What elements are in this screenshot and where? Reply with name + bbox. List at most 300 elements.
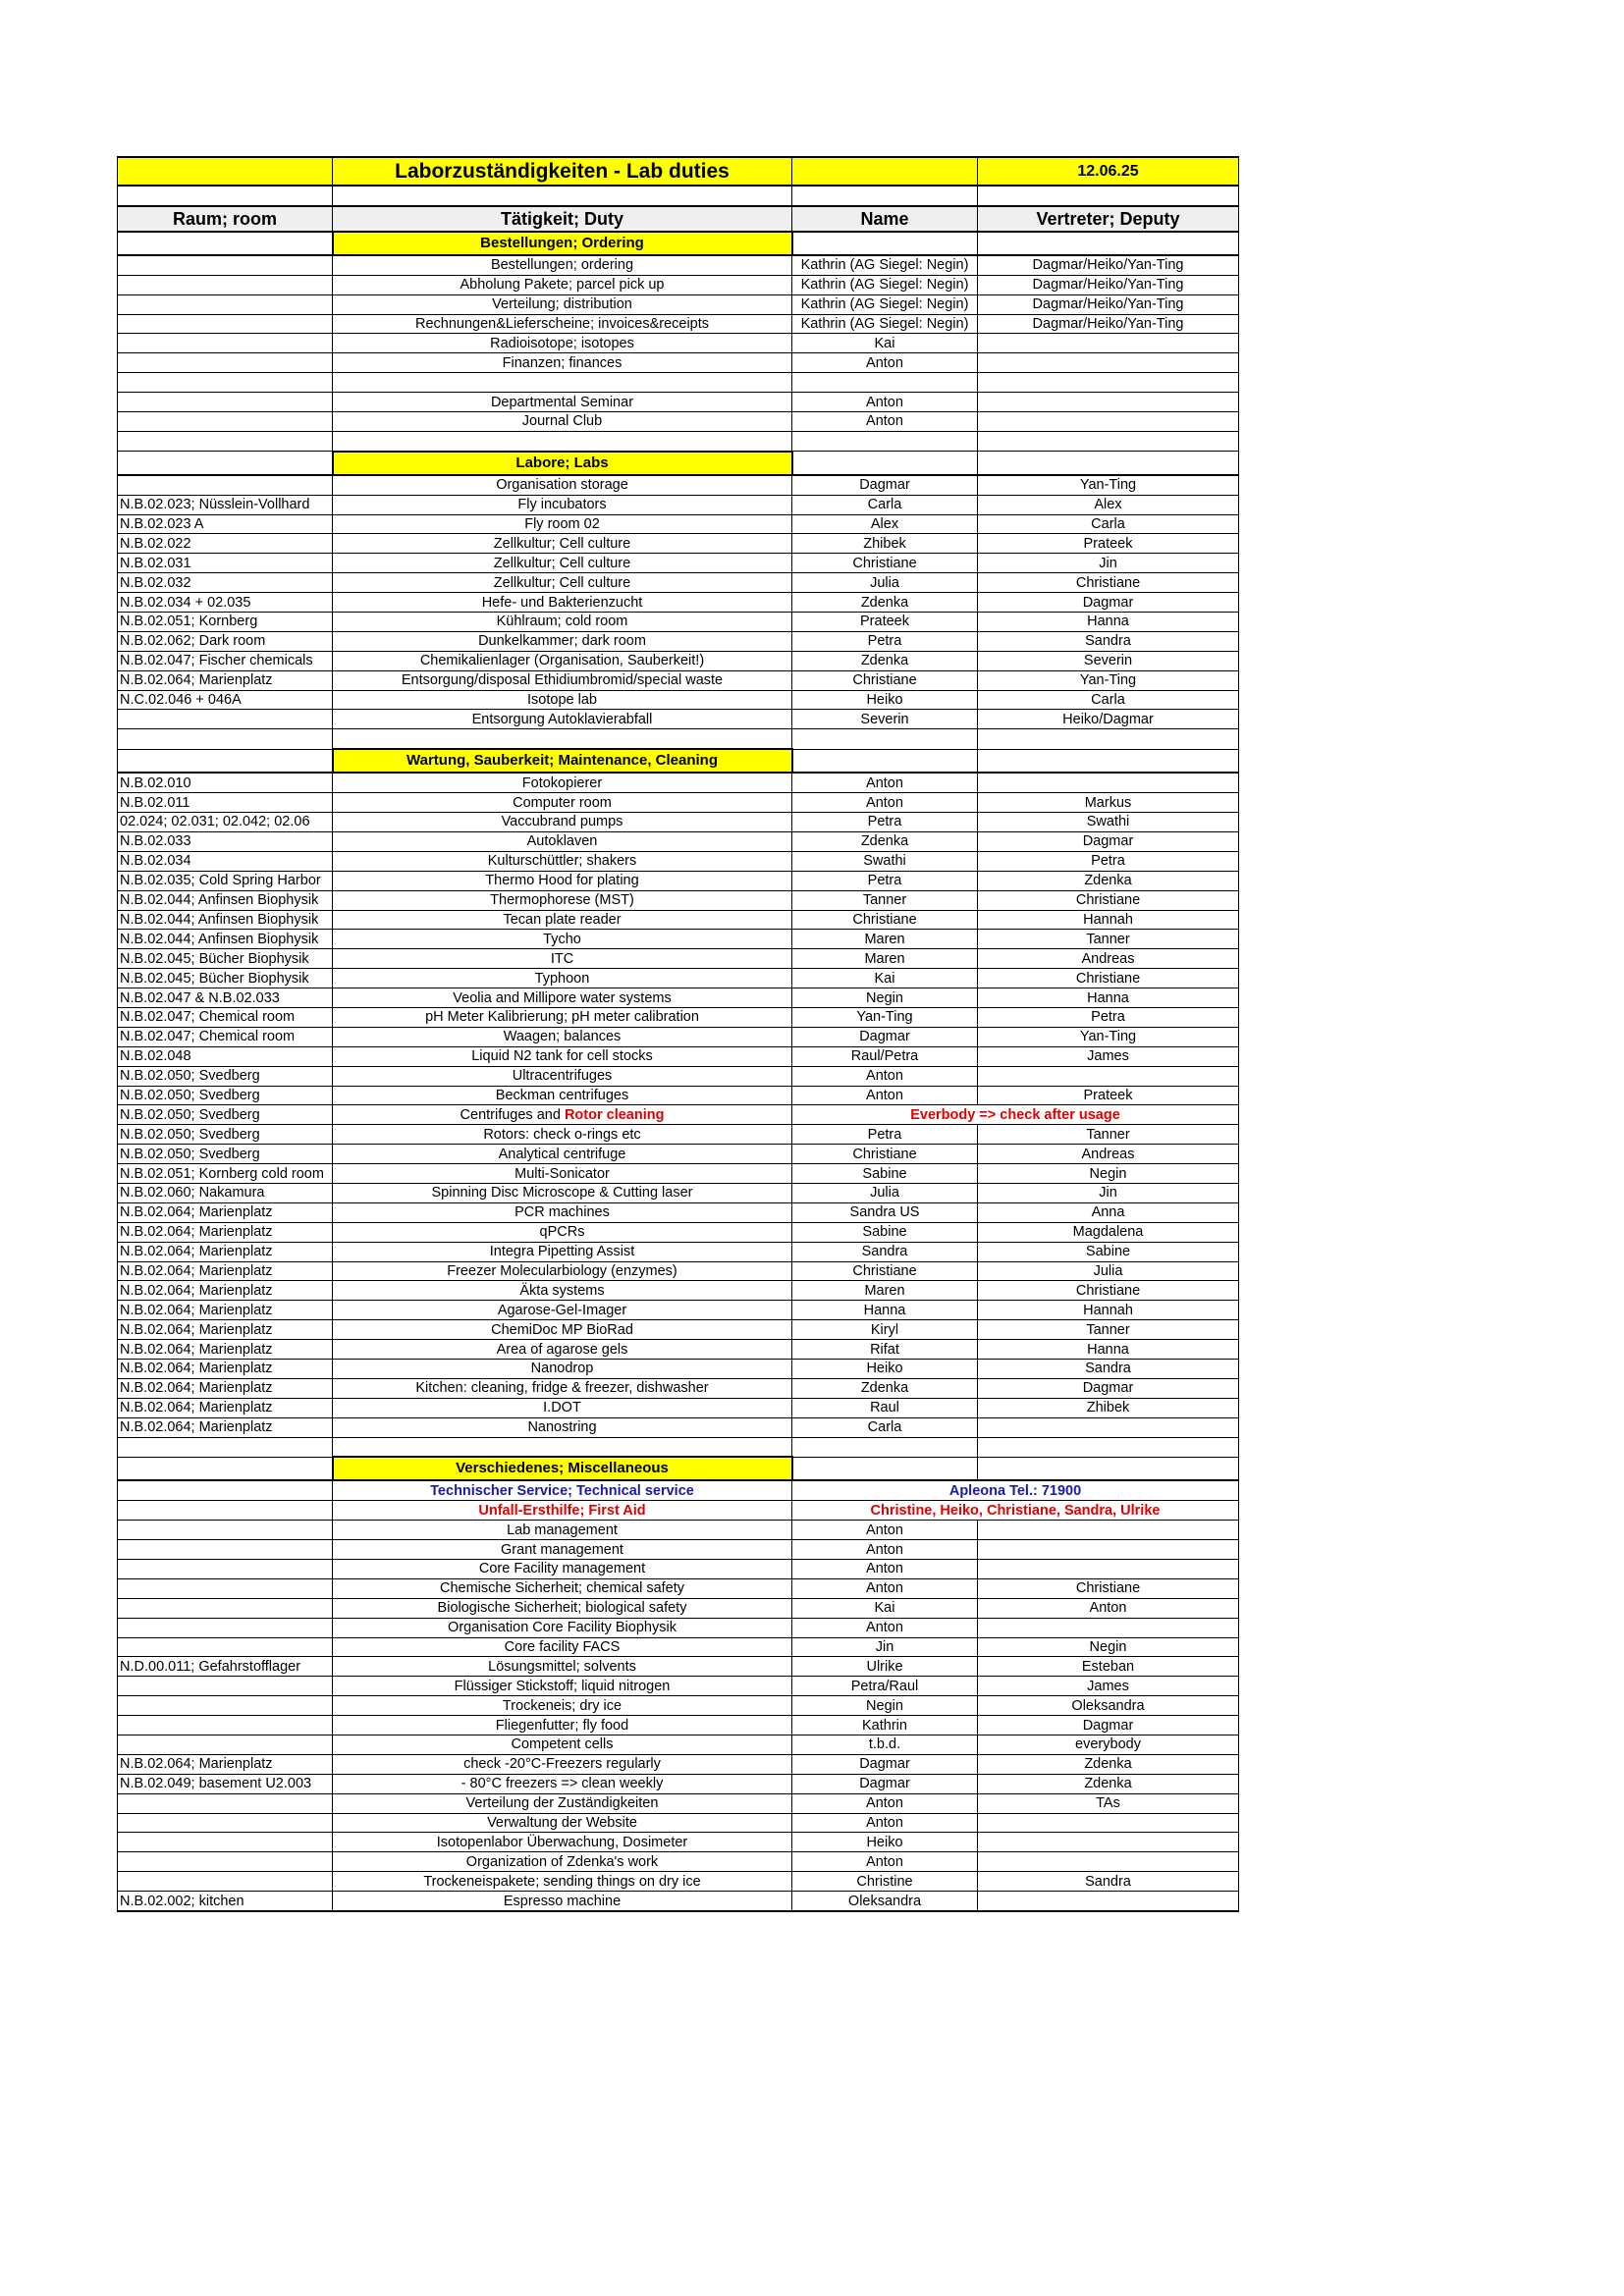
deputy-cell: Hannah [978, 1301, 1239, 1320]
room-cell [118, 275, 333, 294]
table-row [118, 651, 1239, 670]
duty-cell: Computer room [333, 793, 792, 813]
duty-cell: Trockeneispakete; sending things on dry ice [333, 1872, 792, 1892]
room-cell [118, 334, 333, 353]
duty-cell: Nanostring [333, 1417, 792, 1437]
room-cell [118, 373, 333, 393]
duty-cell: check -20°C-Freezers regularly [333, 1754, 792, 1774]
name-cell: Christiane [792, 670, 978, 690]
deputy-cell [978, 334, 1239, 353]
table-row [118, 1202, 1239, 1222]
room-cell: N.B.02.064; Marienplatz [118, 1417, 333, 1437]
duty-cell: Core facility FACS [333, 1637, 792, 1657]
name-cell: Sandra [792, 1242, 978, 1261]
table-row [118, 1301, 1239, 1320]
name-cell: Anton [792, 1560, 978, 1579]
duty-cell: pH Meter Kalibrierung; pH meter calibration [333, 1007, 792, 1027]
name-cell: Kiryl [792, 1320, 978, 1340]
name-cell: Christine [792, 1872, 978, 1892]
room-cell [118, 1735, 333, 1755]
duty-cell: Liquid N2 tank for cell stocks [333, 1046, 792, 1066]
deputy-cell: Dagmar [978, 1378, 1239, 1398]
table-row [118, 930, 1239, 949]
table-row [118, 353, 1239, 373]
table-row [118, 1242, 1239, 1261]
name-cell: Kathrin (AG Siegel: Negin) [792, 294, 978, 314]
table-row [118, 334, 1239, 353]
room-cell: N.C.02.046 + 046A [118, 690, 333, 710]
name-cell: Kai [792, 969, 978, 988]
room-cell [118, 1696, 333, 1716]
name-cell [792, 373, 978, 393]
room-cell: N.B.02.023 A [118, 514, 333, 534]
name-cell: Christiane [792, 1145, 978, 1164]
duty-text: Centrifuges and [460, 1106, 565, 1123]
deputy-cell: Esteban [978, 1657, 1239, 1677]
name-cell: Petra [792, 1125, 978, 1145]
deputy-cell [978, 1540, 1239, 1560]
table-row [118, 1417, 1239, 1437]
deputy-cell: Jin [978, 554, 1239, 573]
name-cell: Anton [792, 353, 978, 373]
duty-cell: Hefe- und Bakterienzucht [333, 593, 792, 613]
duty-cell [333, 431, 792, 451]
deputy-cell: Heiko/Dagmar [978, 710, 1239, 729]
duty-cell: Area of agarose gels [333, 1340, 792, 1360]
table-row [118, 1618, 1239, 1637]
room-cell: N.B.02.047; Chemical room [118, 1027, 333, 1046]
table-row [118, 1892, 1239, 1911]
room-cell: N.B.02.064; Marienplatz [118, 1340, 333, 1360]
table-row [118, 1086, 1239, 1105]
title-row [118, 157, 1239, 186]
deputy-cell: Tanner [978, 1125, 1239, 1145]
duty-cell: Trockeneis; dry ice [333, 1696, 792, 1716]
duty-cell: Core Facility management [333, 1560, 792, 1579]
deputy-cell: Negin [978, 1637, 1239, 1657]
name-cell: Ulrike [792, 1657, 978, 1677]
duty-cell: Verwaltung der Website [333, 1813, 792, 1833]
duty-cell: - 80°C freezers => clean weekly [333, 1774, 792, 1793]
table-row [118, 573, 1239, 593]
name-cell: Heiko [792, 1833, 978, 1852]
table-row [118, 534, 1239, 554]
room-cell: N.B.02.002; kitchen [118, 1892, 333, 1911]
duty-cell: Dunkelkammer; dark room [333, 631, 792, 651]
room-cell: N.B.02.064; Marienplatz [118, 1202, 333, 1222]
room-cell: N.B.02.022 [118, 534, 333, 554]
table-row [118, 1281, 1239, 1301]
name-cell: Dagmar [792, 1774, 978, 1793]
duty-cell: Fly incubators [333, 495, 792, 514]
duty-cell: Freezer Molecularbiology (enzymes) [333, 1261, 792, 1281]
table-row [118, 1716, 1239, 1735]
name-cell: Julia [792, 1183, 978, 1202]
title-cell-blank [118, 157, 333, 186]
deputy-cell: Severin [978, 651, 1239, 670]
table-row [118, 949, 1239, 969]
duty-cell: Entsorgung/disposal Ethidiumbromid/special waste [333, 670, 792, 690]
deputy-cell: Christiane [978, 573, 1239, 593]
duty-cell [333, 373, 792, 393]
room-cell: N.B.02.051; Kornberg cold room [118, 1164, 333, 1184]
table-body [118, 157, 1239, 1911]
table-row [118, 1007, 1239, 1027]
name-cell: Anton [792, 1578, 978, 1598]
deputy-cell: Anna [978, 1202, 1239, 1222]
deputy-cell [978, 1852, 1239, 1872]
table-row [118, 514, 1239, 534]
table-row [118, 1066, 1239, 1086]
deputy-cell: Tanner [978, 1320, 1239, 1340]
deputy-cell: Anton [978, 1598, 1239, 1618]
room-cell [118, 255, 333, 275]
name-cell: Zdenka [792, 651, 978, 670]
table-row [118, 729, 1239, 749]
table-row [118, 1164, 1239, 1184]
deputy-cell: Hanna [978, 988, 1239, 1008]
table-row [118, 373, 1239, 393]
room-cell: N.B.02.064; Marienplatz [118, 1222, 333, 1242]
duty-cell: Analytical centrifuge [333, 1145, 792, 1164]
name-cell: Alex [792, 514, 978, 534]
room-cell [118, 393, 333, 412]
deputy-cell: Yan-Ting [978, 670, 1239, 690]
table-row [118, 1378, 1239, 1398]
deputy-cell: Magdalena [978, 1222, 1239, 1242]
duty-cell: Finanzen; finances [333, 353, 792, 373]
duty-cell: Radioisotope; isotopes [333, 334, 792, 353]
name-cell: Prateek [792, 613, 978, 632]
deputy-cell: Oleksandra [978, 1696, 1239, 1716]
deputy-cell: Prateek [978, 1086, 1239, 1105]
title-cell-blank [792, 157, 978, 186]
name-cell: Zdenka [792, 1378, 978, 1398]
duty-highlight: Rotor cleaning [564, 1106, 665, 1123]
room-cell: N.B.02.064; Marienplatz [118, 1320, 333, 1340]
duty-cell: Ultracentrifuges [333, 1066, 792, 1086]
deputy-cell [978, 373, 1239, 393]
deputy-cell: James [978, 1046, 1239, 1066]
table-row [118, 1540, 1239, 1560]
table-row [118, 710, 1239, 729]
room-cell: N.B.02.035; Cold Spring Harbor [118, 871, 333, 890]
room-cell [118, 1521, 333, 1540]
section-title: Wartung, Sauberkeit; Maintenance, Cleaning [333, 749, 792, 773]
deputy-cell: Swathi [978, 813, 1239, 832]
duty-cell: Thermophorese (MST) [333, 890, 792, 910]
room-cell [118, 1540, 333, 1560]
room-cell [118, 1833, 333, 1852]
name-cell: Anton [792, 773, 978, 792]
name-cell: Anton [792, 1852, 978, 1872]
table-row [118, 1261, 1239, 1281]
duty-cell: Rotors: check o-rings etc [333, 1125, 792, 1145]
name-cell: Maren [792, 949, 978, 969]
header-row [118, 206, 1239, 232]
table-row [118, 1145, 1239, 1164]
name-cell: Sabine [792, 1164, 978, 1184]
table-row [118, 1398, 1239, 1417]
duty-cell: Isotope lab [333, 690, 792, 710]
duty-cell: Verteilung; distribution [333, 294, 792, 314]
room-cell: N.B.02.050; Svedberg [118, 1105, 333, 1125]
duty-cell: Lab management [333, 1521, 792, 1540]
name-cell: Anton [792, 1618, 978, 1637]
table-row [118, 431, 1239, 451]
room-cell: N.B.02.011 [118, 793, 333, 813]
duty-cell: Bestellungen; ordering [333, 255, 792, 275]
name-cell: Carla [792, 495, 978, 514]
table-row [118, 314, 1239, 334]
room-cell: N.B.02.034 + 02.035 [118, 593, 333, 613]
duty-cell: Zellkultur; Cell culture [333, 554, 792, 573]
duty-cell: PCR machines [333, 1202, 792, 1222]
room-cell [118, 1852, 333, 1872]
name-cell: Petra [792, 871, 978, 890]
duty-cell: Biologische Sicherheit; biological safety [333, 1598, 792, 1618]
duty-cell: Chemische Sicherheit; chemical safety [333, 1578, 792, 1598]
table-row [118, 831, 1239, 851]
duty-cell: Veolia and Millipore water systems [333, 988, 792, 1008]
section-title: Labore; Labs [333, 452, 792, 475]
section-title: Verschiedenes; Miscellaneous [333, 1457, 792, 1480]
deputy-cell: Carla [978, 514, 1239, 534]
table-row [118, 793, 1239, 813]
duty-cell: Unfall-Ersthilfe; First Aid [333, 1501, 792, 1521]
name-cell: Anton [792, 1793, 978, 1813]
name-cell: Petra [792, 813, 978, 832]
deputy-cell: Dagmar/Heiko/Yan-Ting [978, 255, 1239, 275]
table-row [118, 1340, 1239, 1360]
room-cell [118, 1716, 333, 1735]
name-cell: Yan-Ting [792, 1007, 978, 1027]
name-cell: Negin [792, 988, 978, 1008]
duty-cell: Autoklaven [333, 831, 792, 851]
deputy-cell: Zdenka [978, 871, 1239, 890]
room-cell: N.B.02.064; Marienplatz [118, 670, 333, 690]
deputy-cell: Petra [978, 1007, 1239, 1027]
table-row [118, 670, 1239, 690]
table-row [118, 1480, 1239, 1500]
table-row [118, 969, 1239, 988]
room-cell [118, 1618, 333, 1637]
section-title: Bestellungen; Ordering [333, 232, 792, 255]
table-row [118, 851, 1239, 871]
table-row [118, 690, 1239, 710]
room-cell [118, 1813, 333, 1833]
duty-cell: Kitchen: cleaning, fridge & freezer, dishwasher [333, 1378, 792, 1398]
table-row [118, 1852, 1239, 1872]
room-cell [118, 294, 333, 314]
duty-cell: Multi-Sonicator [333, 1164, 792, 1184]
name-cell: Jin [792, 1637, 978, 1657]
name-cell: Severin [792, 710, 978, 729]
merged-note-cell: Apleona Tel.: 71900 [792, 1480, 1239, 1500]
deputy-cell: Carla [978, 690, 1239, 710]
duty-cell: Tycho [333, 930, 792, 949]
duty-cell: Fly room 02 [333, 514, 792, 534]
page-title: Laborzuständigkeiten - Lab duties [333, 157, 792, 186]
table-row [118, 1320, 1239, 1340]
duty-cell: Chemikalienlager (Organisation, Sauberkeit!) [333, 651, 792, 670]
duty-cell: Thermo Hood for plating [333, 871, 792, 890]
name-cell: Dagmar [792, 475, 978, 495]
deputy-cell: Dagmar [978, 1716, 1239, 1735]
room-cell: N.B.02.050; Svedberg [118, 1145, 333, 1164]
deputy-cell: Sandra [978, 1359, 1239, 1378]
table-row [118, 1560, 1239, 1579]
table-row [118, 475, 1239, 495]
deputy-cell: Dagmar/Heiko/Yan-Ting [978, 314, 1239, 334]
deputy-cell: Dagmar/Heiko/Yan-Ting [978, 275, 1239, 294]
deputy-cell [978, 393, 1239, 412]
table-row [118, 255, 1239, 275]
column-header-name: Name [792, 206, 978, 232]
section-header-row [118, 749, 1239, 773]
deputy-cell: Zdenka [978, 1774, 1239, 1793]
table-row [118, 1677, 1239, 1696]
deputy-cell: Julia [978, 1261, 1239, 1281]
room-cell: N.B.02.048 [118, 1046, 333, 1066]
table-row [118, 1872, 1239, 1892]
room-cell [118, 1437, 333, 1457]
duty-cell: Departmental Seminar [333, 393, 792, 412]
room-cell: N.B.02.045; Bücher Biophysik [118, 949, 333, 969]
room-cell: N.B.02.010 [118, 773, 333, 792]
table-row [118, 1657, 1239, 1677]
table-row [118, 1105, 1239, 1125]
table-row [118, 1578, 1239, 1598]
room-cell [118, 1793, 333, 1813]
name-cell: Anton [792, 793, 978, 813]
deputy-cell [978, 1417, 1239, 1437]
room-cell: N.B.02.050; Svedberg [118, 1066, 333, 1086]
room-cell [118, 1872, 333, 1892]
room-cell: N.B.02.050; Svedberg [118, 1125, 333, 1145]
deputy-cell: Yan-Ting [978, 1027, 1239, 1046]
room-cell [118, 1637, 333, 1657]
duty-cell: Äkta systems [333, 1281, 792, 1301]
room-cell: N.B.02.062; Dark room [118, 631, 333, 651]
table-row [118, 393, 1239, 412]
name-cell: Kai [792, 1598, 978, 1618]
duty-cell: Entsorgung Autoklavierabfall [333, 710, 792, 729]
deputy-cell [978, 412, 1239, 432]
room-cell: 02.024; 02.031; 02.042; 02.06 [118, 813, 333, 832]
duty-cell: Isotopenlabor Überwachung, Dosimeter [333, 1833, 792, 1852]
deputy-cell: Jin [978, 1183, 1239, 1202]
name-cell: Hanna [792, 1301, 978, 1320]
duty-cell: Competent cells [333, 1735, 792, 1755]
table-row [118, 613, 1239, 632]
deputy-cell: Andreas [978, 949, 1239, 969]
table-row [118, 294, 1239, 314]
duty-cell: Agarose-Gel-Imager [333, 1301, 792, 1320]
duty-cell: Beckman centrifuges [333, 1086, 792, 1105]
room-cell: N.B.02.064; Marienplatz [118, 1242, 333, 1261]
deputy-cell [978, 1521, 1239, 1540]
deputy-cell: Andreas [978, 1145, 1239, 1164]
name-cell: Kai [792, 334, 978, 353]
duty-cell: ChemiDoc MP BioRad [333, 1320, 792, 1340]
table-row [118, 988, 1239, 1008]
duty-cell: Journal Club [333, 412, 792, 432]
deputy-cell: Zhibek [978, 1398, 1239, 1417]
duty-cell: Typhoon [333, 969, 792, 988]
deputy-cell: Hanna [978, 1340, 1239, 1360]
room-cell [118, 431, 333, 451]
name-cell [792, 729, 978, 749]
deputy-cell [978, 353, 1239, 373]
name-cell [792, 431, 978, 451]
duty-cell: Verteilung der Zuständigkeiten [333, 1793, 792, 1813]
name-cell: Sandra US [792, 1202, 978, 1222]
merged-note-cell: Everbody => check after usage [792, 1105, 1239, 1125]
room-cell: N.B.02.060; Nakamura [118, 1183, 333, 1202]
table-row [118, 1125, 1239, 1145]
deputy-cell [978, 1437, 1239, 1457]
deputy-cell: Christiane [978, 1578, 1239, 1598]
room-cell: N.B.02.047; Chemical room [118, 1007, 333, 1027]
deputy-cell [978, 773, 1239, 792]
deputy-cell: Dagmar [978, 593, 1239, 613]
room-cell: N.B.02.033 [118, 831, 333, 851]
table-row [118, 412, 1239, 432]
duty-cell: Fliegenfutter; fly food [333, 1716, 792, 1735]
deputy-cell [978, 1560, 1239, 1579]
section-header-row [118, 452, 1239, 475]
room-cell [118, 412, 333, 432]
room-cell [118, 353, 333, 373]
room-cell [118, 1578, 333, 1598]
duty-cell: Organization of Zdenka's work [333, 1852, 792, 1872]
name-cell: Dagmar [792, 1027, 978, 1046]
table-row [118, 275, 1239, 294]
duty-cell [333, 729, 792, 749]
duty-cell: Kühlraum; cold room [333, 613, 792, 632]
room-cell: N.B.02.044; Anfinsen Biophysik [118, 910, 333, 930]
duty-cell [333, 1105, 792, 1125]
room-cell: N.B.02.064; Marienplatz [118, 1261, 333, 1281]
name-cell: Kathrin (AG Siegel: Negin) [792, 314, 978, 334]
spacer-row [118, 186, 1239, 206]
name-cell: Petra/Raul [792, 1677, 978, 1696]
deputy-cell: Zdenka [978, 1754, 1239, 1774]
table-row [118, 1521, 1239, 1540]
room-cell: N.B.02.064; Marienplatz [118, 1754, 333, 1774]
room-cell: N.B.02.047; Fischer chemicals [118, 651, 333, 670]
table-row [118, 1437, 1239, 1457]
deputy-cell [978, 1618, 1239, 1637]
duty-cell: Vaccubrand pumps [333, 813, 792, 832]
deputy-cell: Sandra [978, 1872, 1239, 1892]
name-cell: Zdenka [792, 593, 978, 613]
duty-cell: ITC [333, 949, 792, 969]
name-cell: Heiko [792, 690, 978, 710]
name-cell: Swathi [792, 851, 978, 871]
duty-cell: I.DOT [333, 1398, 792, 1417]
table-row [118, 890, 1239, 910]
section-header-row [118, 1457, 1239, 1480]
deputy-cell: Hanna [978, 613, 1239, 632]
name-cell: Zdenka [792, 831, 978, 851]
name-cell: Oleksandra [792, 1892, 978, 1911]
duty-cell: Nanodrop [333, 1359, 792, 1378]
table-row [118, 1027, 1239, 1046]
room-cell [118, 710, 333, 729]
table-row [118, 1501, 1239, 1521]
